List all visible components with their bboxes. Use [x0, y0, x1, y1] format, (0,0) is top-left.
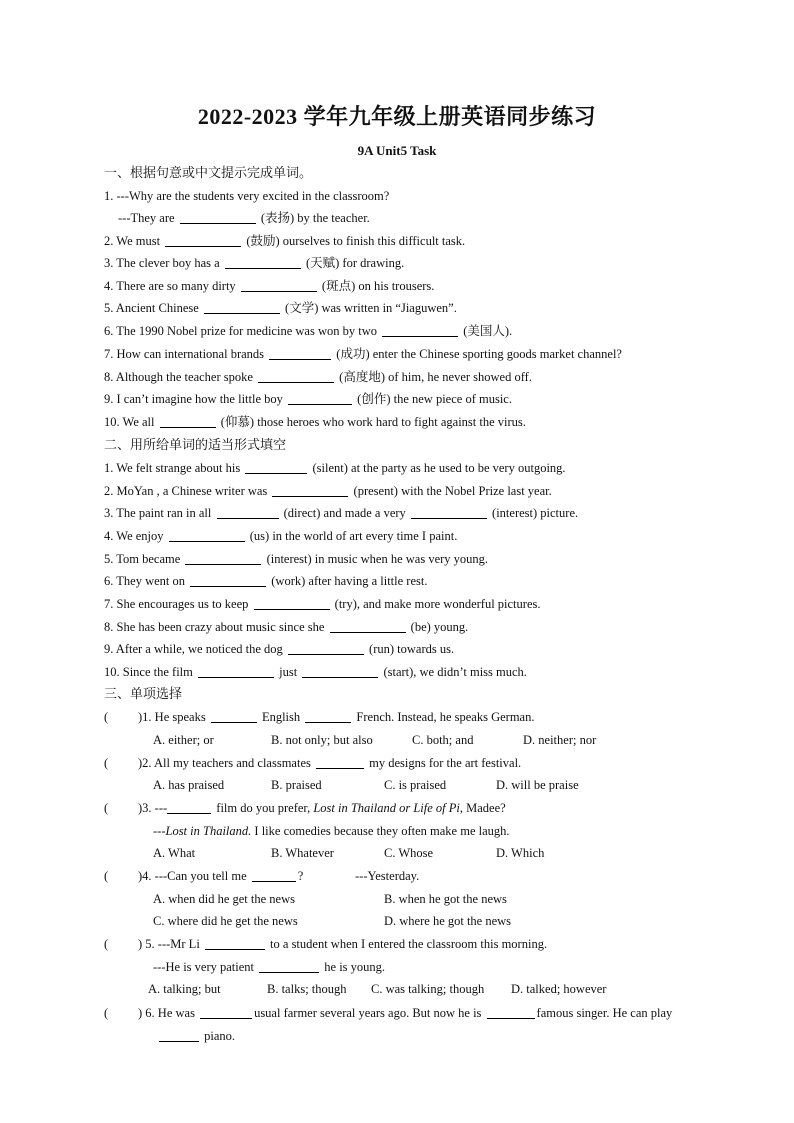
answer-blank [159, 1029, 199, 1042]
question-text: )3. --- [138, 801, 168, 815]
question-text: 3. The clever boy has a [104, 256, 220, 270]
question-text: French. Instead, he speaks German. [356, 710, 535, 724]
answer-blank[interactable] [198, 665, 274, 678]
question-text: 2. MoYan , a Chinese writer was [104, 484, 268, 498]
question-text: just [279, 665, 298, 679]
section-heading-2: 二、用所给单词的适当形式填空 [104, 437, 287, 452]
question-text: 6. They went on [104, 574, 186, 588]
answer-blank[interactable] [382, 324, 458, 337]
question-text: 7. How can international brands [104, 347, 265, 361]
option-b: B. when he got the news [384, 892, 507, 906]
answer-blank [200, 1006, 252, 1019]
question-text: 6. The 1990 Nobel prize for medicine was won by two [104, 324, 377, 338]
question-1-1-answer [118, 210, 370, 226]
page-subtitle: 9A Unit5 Task [357, 143, 437, 158]
answer-blank[interactable] [160, 415, 216, 428]
answer-blank[interactable] [241, 279, 317, 292]
page-title: 2022-2023 学年九年级上册英语同步练习 [197, 104, 597, 129]
question-2-4 [104, 528, 457, 544]
answer-text: ---He is very patient [153, 960, 255, 974]
answer-paren[interactable]: ( [104, 710, 109, 724]
question-text: famous singer. He can play [536, 1006, 673, 1020]
question-text: ) 5. ---Mr Li [138, 937, 200, 951]
answer-paren[interactable]: ( [104, 801, 109, 815]
section-heading-1: 一、根据句意或中文提示完成单词。 [104, 165, 313, 180]
question-2-10 [104, 664, 527, 680]
question-text: (文学) was written in “Jiaguwen”. [285, 301, 457, 315]
reply-text: ---Yesterday. [355, 869, 420, 883]
option-a: A. when did he get the news [153, 892, 295, 906]
question-1-6 [104, 323, 512, 339]
answer-blank[interactable] [217, 506, 279, 519]
question-text: ) 6. He was [138, 1006, 195, 1020]
answer-blank[interactable] [269, 347, 331, 360]
question-text: (高度地) of him, he never showed off. [339, 370, 532, 384]
question-2-9 [104, 641, 454, 657]
question-text: (成功) enter the Chinese sporting goods market channel? [336, 347, 622, 361]
answer-italic-text: ---Lost in Thailand. [153, 824, 252, 838]
question-2-5 [104, 551, 488, 567]
answer-blank [211, 710, 257, 723]
answer-paren[interactable]: ( [104, 869, 109, 883]
question-1-5 [104, 300, 457, 316]
answer-blank [252, 869, 296, 882]
answer-blank[interactable] [254, 597, 330, 610]
section-heading-3: 三、单项选择 [104, 686, 183, 701]
answer-blank[interactable] [245, 461, 307, 474]
mc-question-2 [104, 755, 521, 771]
option-b: B. Whatever [271, 846, 334, 860]
answer-blank[interactable] [204, 301, 280, 314]
question-text: (start), we didn’t miss much. [383, 665, 527, 679]
answer-blank[interactable] [165, 234, 241, 247]
answer-blank [167, 801, 211, 814]
question-1-3 [104, 255, 404, 271]
option-c: C. where did he get the news [153, 914, 298, 928]
question-1-4 [104, 278, 434, 294]
option-d: D. where he got the news [384, 914, 512, 928]
question-1-9 [104, 391, 512, 407]
option-a: A. What [153, 846, 196, 860]
answer-blank [316, 756, 364, 769]
option-d: D. will be praise [496, 778, 579, 792]
option-b: B. praised [271, 778, 322, 792]
question-text: (interest) picture. [492, 506, 579, 520]
mc-question-3 [104, 800, 506, 816]
question-text: 5. Tom became [104, 552, 181, 566]
answer-blank[interactable] [180, 211, 256, 224]
question-text: (鼓励) ourselves to finish this difficult task. [246, 234, 466, 248]
option-c: C. Whose [384, 846, 434, 860]
mc-question-6 [104, 1005, 672, 1021]
question-text: ---They are [118, 211, 175, 225]
option-c: C. was talking; though [371, 982, 485, 996]
question-text: 1. We felt strange about his [104, 461, 241, 475]
question-text: (try), and make more wonderful pictures. [334, 597, 541, 611]
question-text: 2. We must [104, 234, 161, 248]
option-a: A. either; or [153, 733, 214, 747]
answer-text: I like comedies because they often make me laugh. [254, 824, 510, 838]
question-text: (斑点) on his trousers. [321, 279, 435, 293]
question-text: (present) with the Nobel Prize last year. [353, 484, 552, 498]
question-text: 4. We enjoy [104, 529, 164, 543]
question-text: ? [297, 869, 304, 883]
question-text: )1. He speaks [138, 710, 206, 724]
question-text: (be) young. [410, 620, 469, 634]
answer-paren[interactable]: ( [104, 756, 109, 770]
answer-blank[interactable] [288, 642, 364, 655]
answer-paren[interactable]: ( [104, 1006, 109, 1020]
answer-line [159, 1028, 235, 1044]
question-text: (表扬) by the teacher. [260, 211, 370, 225]
question-text: )4. ---Can you tell me [138, 869, 247, 883]
question-text: (work) after having a little rest. [271, 574, 428, 588]
answer-blank [259, 960, 319, 973]
answer-blank[interactable] [272, 484, 348, 497]
answer-blank [205, 937, 265, 950]
question-1-7 [104, 346, 622, 362]
question-text: my designs for the art festival. [369, 756, 522, 770]
option-d: D. talked; however [511, 982, 607, 996]
option-a: A. talking; but [148, 982, 221, 996]
option-d: D. Which [496, 846, 545, 860]
question-italic-text: Lost in Thailand or Life of Pi [313, 801, 460, 815]
question-text: (silent) at the party as he used to be very outgoing. [312, 461, 566, 475]
question-text: (interest) in music when he was very young. [266, 552, 489, 566]
question-text: 1. ---Why are the students very excited in the classroom? [104, 189, 390, 203]
answer-blank[interactable] [411, 506, 487, 519]
answer-blank[interactable] [302, 665, 378, 678]
question-text: (direct) and made a very [283, 506, 406, 520]
question-text: 10. We all [104, 415, 155, 429]
question-2-7 [104, 596, 541, 612]
question-text: (us) in the world of art every time I paint. [249, 529, 458, 543]
question-2-3 [104, 505, 578, 521]
question-text: 5. Ancient Chinese [104, 301, 199, 315]
question-text: 4. There are so many dirty [104, 279, 236, 293]
mc-question-4 [104, 868, 303, 884]
mc-question-1 [104, 709, 534, 725]
answer-blank[interactable] [330, 620, 406, 633]
answer-line [153, 959, 385, 975]
option-d: D. neither; nor [523, 733, 597, 747]
answer-paren[interactable]: ( [104, 937, 109, 951]
question-2-1 [104, 460, 566, 476]
answer-blank[interactable] [258, 370, 334, 383]
question-text: 8. She has been crazy about music since she [104, 620, 325, 634]
option-c: C. both; and [412, 733, 474, 747]
question-text: (美国人). [463, 324, 513, 338]
question-text: (创作) the new piece of music. [357, 392, 512, 406]
option-a: A. has praised [153, 778, 225, 792]
question-text: , Madee? [459, 801, 506, 815]
question-text: film do you prefer, [216, 801, 311, 815]
question-2-8 [104, 619, 468, 635]
answer-blank[interactable] [185, 552, 261, 565]
question-text: usual farmer several years ago. But now he is [254, 1006, 482, 1020]
answer-blank [305, 710, 351, 723]
option-b: B. talks; though [267, 982, 347, 996]
option-c: C. is praised [384, 778, 447, 792]
question-text: )2. All my teachers and classmates [138, 756, 311, 770]
question-text: 9. After a while, we noticed the dog [104, 642, 283, 656]
question-1-10 [104, 414, 526, 430]
question-text: English [261, 710, 301, 724]
question-2-6 [104, 573, 427, 589]
question-text: 7. She encourages us to keep [104, 597, 249, 611]
option-b: B. not only; but also [271, 733, 373, 747]
question-text: piano. [204, 1029, 236, 1043]
question-text: (仰慕) those heroes who work hard to fight against the virus. [220, 415, 526, 429]
answer-blank[interactable] [225, 256, 301, 269]
question-text: 3. The paint ran in all [104, 506, 212, 520]
question-text: (run) towards us. [369, 642, 455, 656]
question-1-2 [104, 233, 465, 249]
answer-blank[interactable] [190, 574, 266, 587]
question-text: 9. I can’t imagine how the little boy [104, 392, 283, 406]
answer-blank[interactable] [169, 529, 245, 542]
question-1-8 [104, 369, 532, 385]
question-text: 8. Although the teacher spoke [104, 370, 253, 384]
question-2-2 [104, 483, 552, 499]
question-text: 10. Since the film [104, 665, 193, 679]
answer-line [153, 823, 510, 839]
question-text: to a student when I entered the classroom this morning. [270, 937, 548, 951]
question-1-1 [104, 188, 389, 204]
mc-question-5 [104, 936, 547, 952]
answer-text: he is young. [324, 960, 386, 974]
answer-blank[interactable] [288, 392, 352, 405]
answer-blank [487, 1006, 535, 1019]
question-text: (天赋) for drawing. [305, 256, 405, 270]
